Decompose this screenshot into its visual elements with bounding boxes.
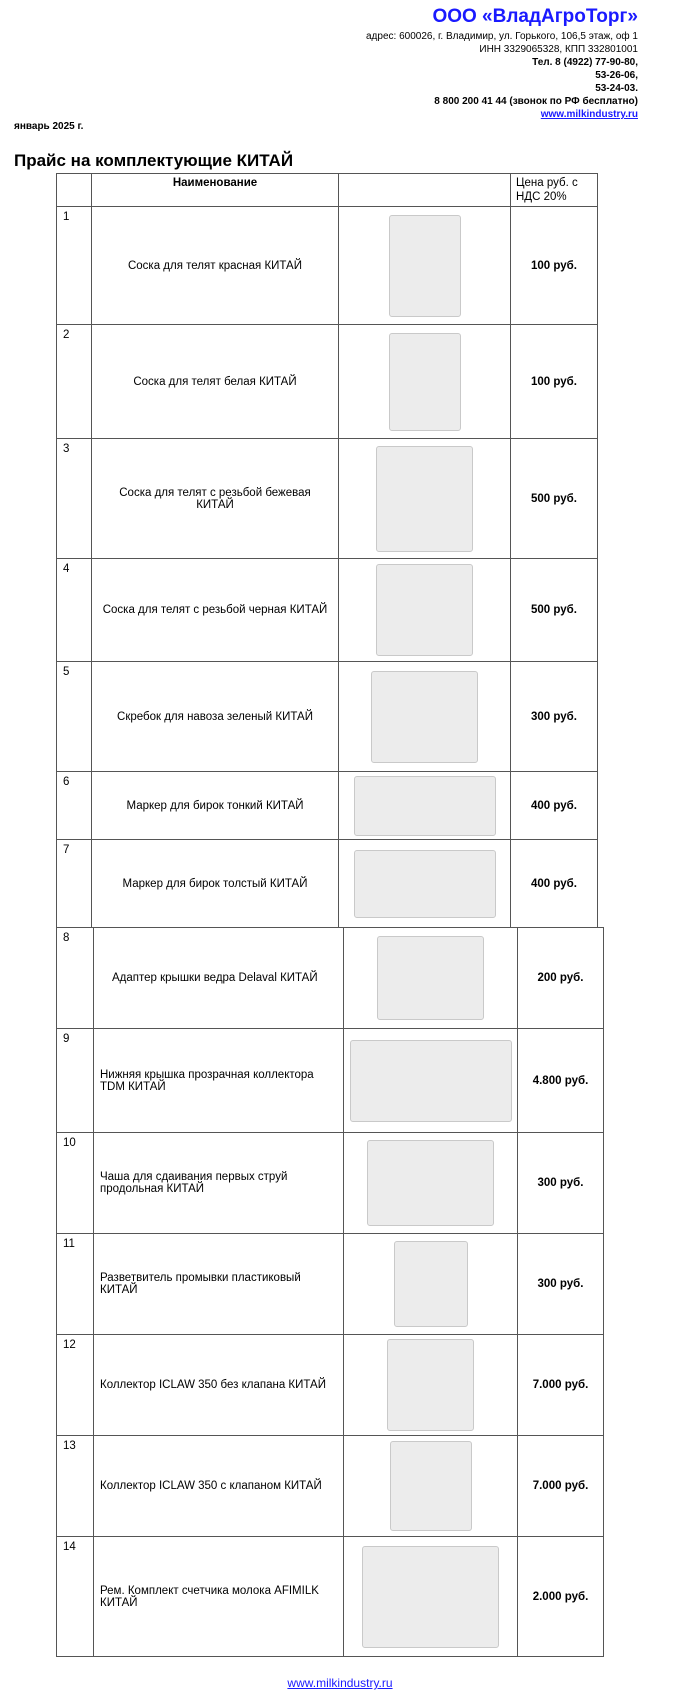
row-number: 7 [57,840,92,928]
product-name: Соска для телят с резьбой бежевая КИТАЙ [92,439,339,559]
row-number: 14 [57,1537,94,1657]
product-price: 400 руб. [511,772,598,840]
product-name: Рем. Комплект счетчика молока AFIMILK КИТАЙ [94,1537,344,1657]
product-price: 200 руб. [518,928,604,1029]
thick-marker-photo [354,850,496,918]
column-header-name: Наименование [172,177,258,189]
price-table-1 [56,173,598,928]
company-inn: ИНН 3329065328, КПП 332801001 [479,44,638,55]
table-row [57,1537,604,1657]
company-name: ООО «ВладАгроТорг» [432,6,638,27]
product-price: 300 руб. [511,662,598,772]
iclaw-collector-photo [387,1339,474,1431]
black-threaded-teat-photo [376,564,473,656]
product-price: 100 руб. [511,207,598,325]
product-price: 400 руб. [511,840,598,928]
table-row [57,1029,604,1133]
row-number: 4 [57,559,92,662]
price-table-2 [56,927,604,1657]
row-number: 11 [57,1234,94,1335]
row-number: 10 [57,1133,94,1234]
product-price: 4.800 руб. [518,1029,604,1133]
product-name: Маркер для бирок тонкий КИТАЙ [92,772,339,840]
company-phone-free: 8 800 200 41 44 (звонок по РФ бесплатно) [434,96,638,107]
table-row [57,1234,604,1335]
row-number: 2 [57,325,92,439]
row-number: 8 [57,928,94,1029]
product-name: Коллектор ICLAW 350 без клапана КИТАЙ [94,1335,344,1436]
afimilk-repair-kit-photo [362,1546,499,1648]
product-name: Чаша для сдаивания первых струй продольная КИТАЙ [94,1133,344,1234]
bucket-lid-adapter-photo [377,936,484,1020]
collector-bottom-cover-photo [350,1040,512,1122]
table-row [57,772,598,840]
beige-threaded-teat-photo [376,446,473,552]
table-row [57,559,598,662]
product-price: 500 руб. [511,559,598,662]
company-address: адрес: 600026, г. Владимир, ул. Горького, 106,5 этаж, оф 1 [366,31,638,42]
product-price: 2.000 руб. [518,1537,604,1657]
strip-cup-photo [367,1140,494,1226]
product-name: Соска для телят белая КИТАЙ [92,325,339,439]
product-name: Разветвитель промывки пластиковый КИТАЙ [94,1234,344,1335]
product-name: Скребок для навоза зеленый КИТАЙ [92,662,339,772]
price-date: январь 2025 г. [14,121,84,132]
white-teat-photo [389,333,461,431]
product-name: Соска для телят с резьбой черная КИТАЙ [92,559,339,662]
row-number: 6 [57,772,92,840]
table-row [57,1436,604,1537]
product-name: Маркер для бирок толстый КИТАЙ [92,840,339,928]
row-number: 5 [57,662,92,772]
product-name: Коллектор ICLAW 350 с клапаном КИТАЙ [94,1436,344,1537]
product-price: 7.000 руб. [518,1436,604,1537]
product-price: 500 руб. [511,439,598,559]
page-title: Прайс на комплектующие КИТАЙ [14,151,294,170]
washing-splitter-photo [394,1241,468,1327]
product-name: Нижняя крышка прозрачная коллектора TDM КИТАЙ [94,1029,344,1133]
product-name: Адаптер крышки ведра Delaval КИТАЙ [94,928,344,1029]
company-site-link[interactable]: www.milkindustry.ru [540,109,638,120]
table-row [57,325,598,439]
row-number: 13 [57,1436,94,1537]
row-number: 3 [57,439,92,559]
green-scraper-photo [371,671,478,763]
company-phone-2: 53-26-06, [595,70,638,81]
product-name: Соска для телят красная КИТАЙ [92,207,339,325]
thin-marker-photo [354,776,496,836]
table-header-row [57,174,598,207]
table-row [57,840,598,928]
product-price: 300 руб. [518,1234,604,1335]
red-teat-photo [389,215,461,317]
footer-site-link[interactable]: www.milkindustry.ru [287,1676,393,1690]
table-row [57,207,598,325]
row-number: 12 [57,1335,94,1436]
iclaw-collector-valve-photo [390,1441,472,1531]
column-header-price: Цена руб. с НДС 20% [516,177,578,203]
product-price: 100 руб. [511,325,598,439]
table-row [57,439,598,559]
product-price: 300 руб. [518,1133,604,1234]
row-number: 9 [57,1029,94,1133]
product-price: 7.000 руб. [518,1335,604,1436]
row-number: 1 [57,207,92,325]
table-row [57,1335,604,1436]
table-row [57,928,604,1029]
company-phone-1: Тел. 8 (4922) 77-90-80, [532,57,638,68]
table-row [57,1133,604,1234]
company-phone-3: 53-24-03. [595,83,638,94]
table-row [57,662,598,772]
